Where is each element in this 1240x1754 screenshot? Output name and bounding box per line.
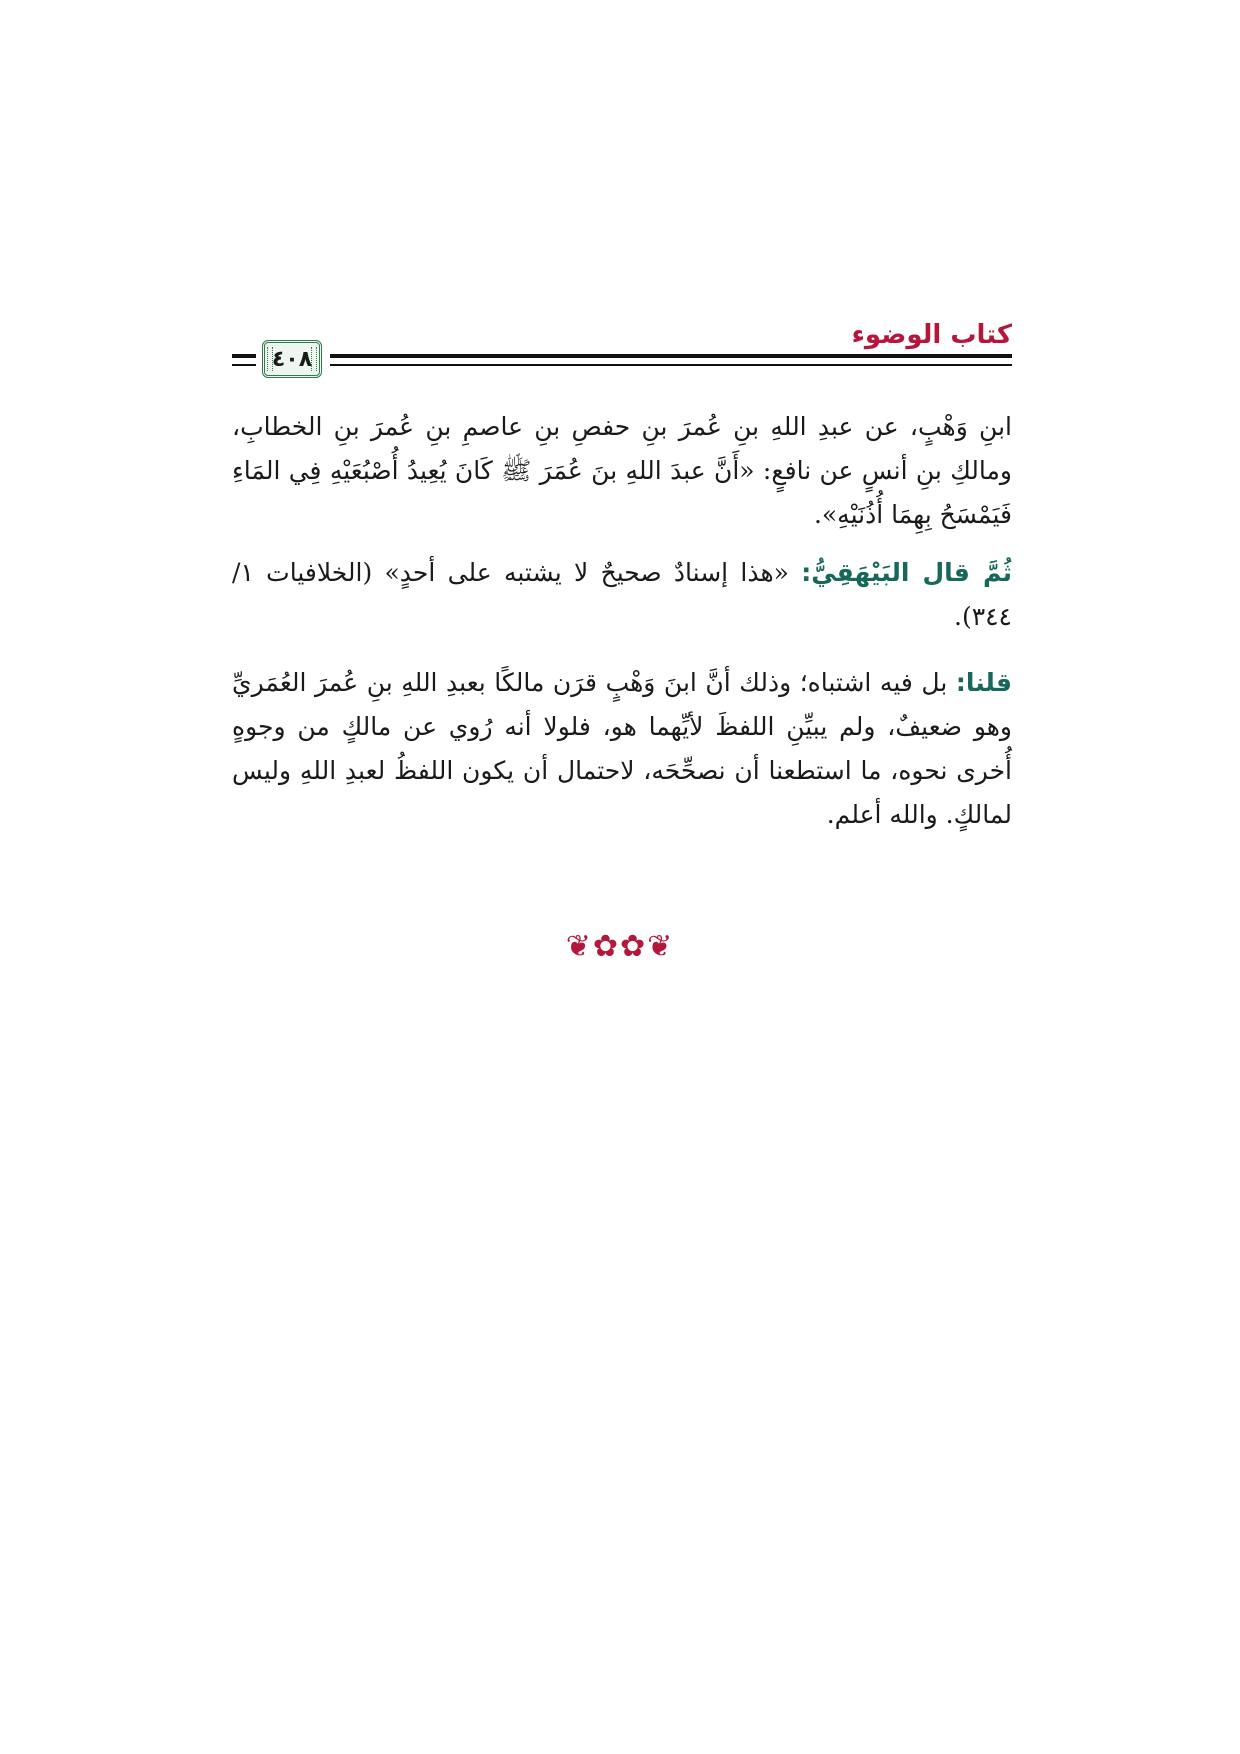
main-text — [232, 405, 1012, 837]
paragraph-3 — [232, 661, 1012, 837]
header-rule-left-thick — [232, 354, 256, 358]
paragraph-1-text: ابنِ وَهْبٍ، عن عبدِ اللهِ بنِ عُمرَ بنِ حفصِ بنِ عاصمِ بنِ عُمرَ بنِ الخطابِ، ومالكِ بنِ أنسٍ عن نافعٍ: «أَنَّ عبدَ اللهِ بنَ عُمَرَ ﷺ كَانَ يُعِيدُ أُصْبُعَيْهِ فِي المَاءِ فَيَمْسَحُ بِهِمَا أُذُنَيْهِ». — [232, 412, 1012, 529]
paragraph-3-text: بل فيه اشتباه؛ وذلك أنَّ ابنَ وَهْبٍ قرَن مالكًا بعبدِ اللهِ بنِ عُمرَ العُمَريِّ وهو ضعيفٌ، ولم يبيِّنِ اللفظَ لأيِّهما هو، فلولا أنه رُوي عن مالكٍ من وجوهٍ أُخرى نحوه، ما استطعنا أن نصحِّحَه، لاحتمال أن يكون اللفظُ لعبدِ اللهِ وليس لمالكٍ. والله أعلم. — [232, 668, 1012, 829]
paragraph-1 — [232, 405, 1012, 537]
paragraph-3-lead: قلنا: — [955, 668, 1012, 697]
paragraph-2 — [232, 551, 1012, 639]
paragraph-2-lead: ثُمَّ قال البَيْهَقِيُّ: — [801, 558, 1012, 587]
paragraph-2-text: «هذا إسنادٌ صحيحٌ لا يشتبه على أحدٍ» (الخلافيات ١/ ٣٤٤). — [232, 558, 1012, 631]
page-number: ٤٠٨ — [271, 346, 313, 372]
header-rule-thick — [330, 354, 1012, 358]
header-rule-thin — [330, 364, 1012, 366]
page-number-badge — [262, 340, 322, 378]
header-rule-left-thin — [232, 364, 256, 366]
page-header — [232, 318, 1012, 388]
book-title: كتاب الوضوء — [851, 320, 1012, 350]
section-end-ornament: ❦✿✿❦ — [565, 929, 675, 964]
